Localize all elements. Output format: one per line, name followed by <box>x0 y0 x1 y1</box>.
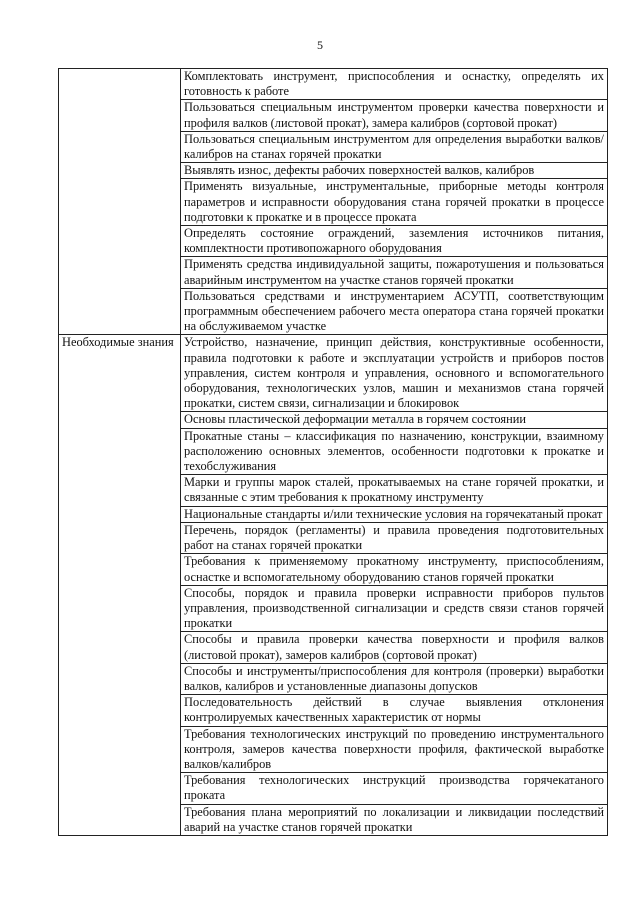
knowledge-item: Национальные стандарты и/или технические условия на горячекатаный прокат <box>181 506 608 522</box>
table-row <box>59 69 608 100</box>
skills-label-cell <box>59 69 181 335</box>
skill-item: Пользоваться специальным инструментом проверки качества поверхности и профиля валков (листовой прокат), замера калибров (сортовой прокат) <box>181 100 608 131</box>
skill-item: Пользоваться средствами и инструментарием АСУТП, соответствующим программным обеспечением рабочего места оператора стана горячей прокатки на обслуживаемом участке <box>181 288 608 335</box>
skill-item: Комплектовать инструмент, приспособления и оснастку, определять их готовность к работе <box>181 69 608 100</box>
competency-table <box>58 68 608 836</box>
skill-item: Пользоваться специальным инструментом для определения выработки валков/калибров на станах горячей прокатки <box>181 131 608 162</box>
knowledge-item: Марки и группы марок сталей, прокатываемых на стане горячей прокатки, и связанные с этим требования к прокатному инструменту <box>181 475 608 506</box>
knowledge-label: Необходимые знания <box>59 335 181 836</box>
skill-item: Применять визуальные, инструментальные, приборные методы контроля параметров и исправности оборудования стана горячей прокатки в процессе подготовки к прокатке и в процессе проката <box>181 179 608 226</box>
knowledge-item: Последовательность действий в случае выявления отклонения контролируемых качественных характеристик от нормы <box>181 695 608 726</box>
knowledge-item: Прокатные станы – классификация по назначению, конструкции, взаимному расположению основных элементов, особенности подготовки к прокатке и техобслуживания <box>181 428 608 475</box>
knowledge-item: Перечень, порядок (регламенты) и правила проведения подготовительных работ на станах горячей прокатки <box>181 522 608 553</box>
skill-item: Применять средства индивидуальной защиты, пожаротушения и пользоваться аварийным инструментом на участке станов горячей прокатки <box>181 257 608 288</box>
knowledge-item: Требования технологических инструкций производства горячекатаного проката <box>181 773 608 804</box>
page-number: 5 <box>317 38 323 52</box>
knowledge-item: Требования к применяемому прокатному инструменту, приспособлениям, оснастке и вспомогательному оборудованию станов горячей прокатки <box>181 554 608 585</box>
knowledge-item: Способы и правила проверки качества поверхности и профиля валков (листовой прокат), замеров калибров (сортовой прокат) <box>181 632 608 663</box>
knowledge-item: Требования плана мероприятий по локализации и ликвидации последствий аварий на участке станов горячей прокатки <box>181 804 608 835</box>
skill-item: Определять состояние ограждений, заземления источников питания, комплектности противопожарного оборудования <box>181 226 608 257</box>
skill-item: Выявлять износ, дефекты рабочих поверхностей валков, калибров <box>181 163 608 179</box>
knowledge-item: Требования технологических инструкций по проведению инструментального контроля, замеров качества поверхности профиля, фактической выработке валков/калибров <box>181 726 608 773</box>
knowledge-item: Устройство, назначение, принцип действия, конструктивные особенности, правила подготовки к работе и эксплуатации устройств и приборов постов управления, систем контроля и управления, основного и вспомогательного оборудования, технологических узлов, машин и механизмов стана горячей прокатки, систем связи, сигнализации и блокировок <box>181 335 608 412</box>
knowledge-item: Основы пластической деформации металла в горячем состоянии <box>181 412 608 428</box>
table-row <box>59 335 608 412</box>
knowledge-item: Способы, порядок и правила проверки исправности приборов пультов управления, производственной сигнализации и средств связи станов горячей прокатки <box>181 585 608 632</box>
knowledge-item: Способы и инструменты/приспособления для контроля (проверки) выработки валков, калибров и установленные диапазоны допусков <box>181 663 608 694</box>
